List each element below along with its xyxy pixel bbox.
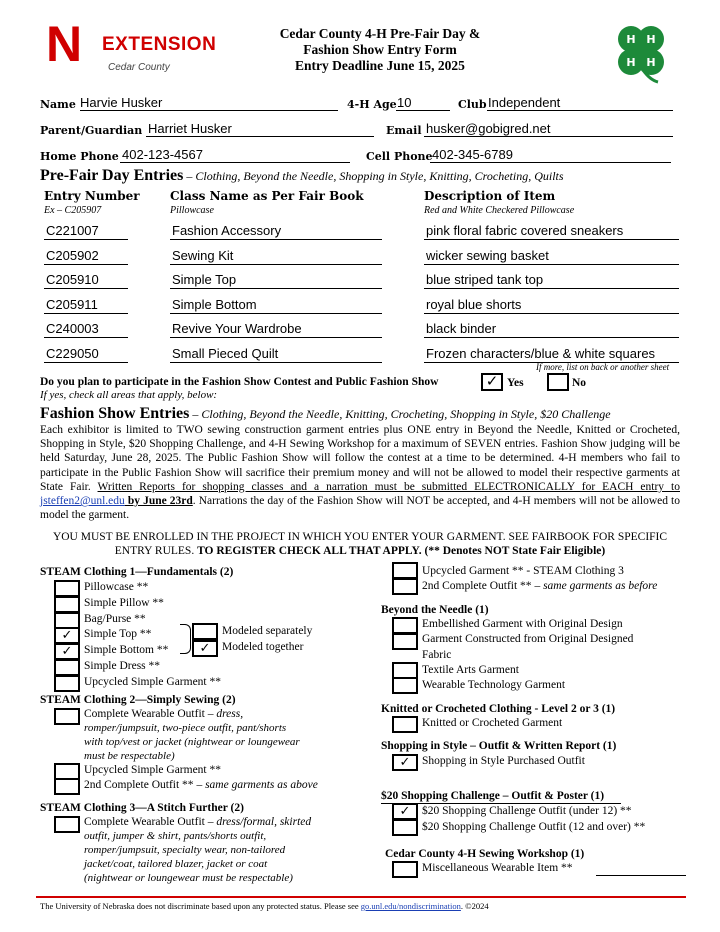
class-name-field-underline bbox=[170, 239, 382, 240]
description-field[interactable]: blue striped tank top bbox=[426, 272, 544, 288]
s1-item-label: Upcycled Simple Garment ** bbox=[84, 675, 222, 688]
modeled-together-checkbox[interactable]: ✓ bbox=[192, 640, 218, 657]
class-name-field[interactable]: Simple Bottom bbox=[172, 296, 257, 312]
footer-text: The University of Nebraska does not discriminate based upon any protected status. Please see bbox=[40, 901, 361, 911]
description-field[interactable]: Frozen characters/blue & white squares bbox=[426, 346, 656, 361]
svg-text:H: H bbox=[646, 56, 656, 69]
challenge-title: $20 Shopping Challenge – Outfit & Poster (1) bbox=[381, 790, 605, 802]
description-field-underline bbox=[424, 337, 679, 338]
footer-rule bbox=[36, 896, 686, 898]
challenge-under12-checkbox[interactable]: ✓ bbox=[392, 803, 418, 820]
class-name-field[interactable]: Revive Your Wardrobe bbox=[172, 321, 302, 337]
entry-number-field-underline bbox=[44, 313, 128, 314]
description-field-underline bbox=[424, 239, 679, 240]
s1-item-checkbox[interactable] bbox=[54, 659, 80, 676]
r2-text: 2nd Complete Outfit ** bbox=[422, 580, 532, 592]
contact-email-link[interactable]: jsteffen2@unl.edu bbox=[40, 495, 125, 508]
modeled-separately-label: Modeled separately bbox=[222, 625, 313, 637]
name-field[interactable]: Harvie Husker bbox=[80, 95, 163, 110]
upcycled-garment-s3-label: Upcycled Garment ** - STEAM Clothing 3 bbox=[422, 565, 624, 577]
rules-text-end: . Narrations the day of the Fashion Show will NOT be accepted, and 4-H members will not be allowed to model the garment. bbox=[40, 495, 680, 522]
age-field[interactable]: 10 bbox=[397, 95, 412, 110]
plan-question: Do you plan to participate in the Fashion Show Contest and Public Fashion Show bbox=[40, 376, 439, 388]
s2-complete-outfit-checkbox[interactable] bbox=[54, 708, 80, 725]
s2-item1-desc-2: romper/jumpsuit, two-piece outfit, pant/shorts bbox=[84, 722, 287, 734]
home-phone-field[interactable]: 402-123-4567 bbox=[122, 147, 203, 162]
wearable-tech-checkbox[interactable] bbox=[392, 677, 418, 694]
home-phone-label: Home Phone bbox=[40, 150, 119, 163]
example-description: Red and White Checkered Pillowcase bbox=[424, 205, 575, 216]
modeled-separately-checkbox[interactable] bbox=[192, 623, 218, 640]
s1-item-checkbox[interactable]: ✓ bbox=[54, 643, 80, 660]
r2-desc: – same garments as before bbox=[531, 580, 658, 592]
yes-checkbox[interactable]: ✓ bbox=[481, 373, 503, 391]
s3-item1-text: Complete Wearable Outfit bbox=[84, 816, 205, 828]
description-field-underline bbox=[424, 288, 679, 289]
svg-text:H: H bbox=[626, 56, 636, 69]
s1-item-checkbox[interactable] bbox=[54, 580, 80, 597]
footer-copyright: . ©2024 bbox=[460, 901, 489, 911]
club-label: Club bbox=[458, 98, 487, 111]
s1-item-label: Simple Pillow ** bbox=[84, 596, 164, 609]
age-label: 4-H Age bbox=[347, 98, 397, 111]
class-name-field-underline bbox=[170, 288, 382, 289]
example-entry: Ex – C205907 bbox=[44, 205, 102, 216]
notice-line-2: ENTRY RULES. bbox=[114, 545, 198, 557]
original-fabric-checkbox[interactable] bbox=[392, 633, 418, 650]
email-label: Email bbox=[386, 124, 422, 137]
class-name-field[interactable]: Simple Top bbox=[172, 272, 237, 288]
class-name-field-underline bbox=[170, 337, 382, 338]
entry-number-field[interactable]: C240003 bbox=[46, 321, 99, 337]
county-wordmark: Cedar County bbox=[108, 62, 170, 73]
workshop-checkbox[interactable] bbox=[392, 861, 418, 878]
wearable-tech-label: Wearable Technology Garment bbox=[422, 679, 566, 691]
example-class: Pillowcase bbox=[170, 205, 214, 216]
workshop-label: Miscellaneous Wearable Item ** bbox=[422, 862, 573, 874]
entry-number-field-underline bbox=[44, 239, 128, 240]
s2-item1-desc-3: with top/vest or jacket (nightwear or loungewear bbox=[84, 736, 300, 748]
4h-clover-icon bbox=[610, 22, 672, 84]
class-name-field-underline bbox=[170, 313, 382, 314]
form-title bbox=[230, 26, 530, 74]
second-outfit-s3-checkbox[interactable] bbox=[392, 578, 418, 595]
title-line-1: Cedar County 4-H Pre-Fair Day & bbox=[279, 26, 481, 41]
steam2-title: STEAM Clothing 2—Simply Sewing (2) bbox=[40, 694, 236, 706]
s3-complete-outfit-checkbox[interactable] bbox=[54, 816, 80, 833]
shopping-style-checkbox[interactable]: ✓ bbox=[392, 754, 418, 771]
knitted-title: Knitted or Crocheted Clothing - Level 2 or 3 (1) bbox=[381, 703, 616, 715]
modeled-together-label: Modeled together bbox=[222, 641, 304, 653]
fashion-rules-paragraph bbox=[40, 423, 680, 522]
description-field[interactable]: royal blue shorts bbox=[426, 296, 522, 312]
description-field[interactable]: pink floral fabric covered sneakers bbox=[426, 223, 624, 238]
deadline-line: Entry Deadline June 15, 2025 bbox=[295, 58, 465, 73]
col-class-name: Class Name as Per Fair Book bbox=[170, 189, 364, 203]
fashion-heading bbox=[40, 405, 611, 423]
s2-complete-outfit-label bbox=[84, 708, 243, 720]
svg-text:H: H bbox=[646, 33, 656, 46]
s1-item-label: Simple Top ** bbox=[84, 628, 152, 641]
col-entry-number: Entry Number bbox=[44, 189, 140, 203]
s1-item-checkbox[interactable] bbox=[54, 612, 80, 629]
class-name-field[interactable]: Small Pieced Quilt bbox=[172, 346, 279, 361]
prefair-title: Pre-Fair Day Entries bbox=[40, 167, 184, 184]
textile-arts-label: Textile Arts Garment bbox=[422, 664, 519, 676]
parent-field[interactable]: Harriet Husker bbox=[148, 121, 232, 136]
description-field[interactable]: wicker sewing basket bbox=[426, 247, 549, 263]
shopping-style-label: Shopping in Style Purchased Outfit bbox=[422, 755, 585, 767]
original-fabric-label-2: Fabric bbox=[422, 649, 452, 661]
workshop-item-line[interactable] bbox=[596, 875, 686, 876]
s2-item3-desc: – same garments as above bbox=[193, 779, 318, 791]
enrollment-notice bbox=[40, 530, 680, 558]
s1-item-label: Pillowcase ** bbox=[84, 581, 149, 593]
extension-wordmark: EXTENSION bbox=[102, 34, 217, 55]
steam1-title: STEAM Clothing 1—Fundamentals (2) bbox=[40, 566, 234, 578]
s1-item-label: Simple Dress ** bbox=[84, 660, 161, 672]
entry-number-field[interactable]: C205902 bbox=[46, 247, 99, 263]
col-description: Description of Item bbox=[424, 189, 556, 203]
entry-number-field[interactable]: C205910 bbox=[46, 272, 99, 288]
fashion-subtitle: – Clothing, Beyond the Needle, Knitting, Crocheting, Shopping in Style, $20 Challenge bbox=[189, 407, 611, 421]
description-field[interactable]: black binder bbox=[426, 321, 497, 337]
club-field[interactable]: Independent bbox=[488, 95, 561, 110]
rules-due-date: by June 23rd bbox=[124, 495, 193, 508]
challenge-under12-label: $20 Shopping Challenge Outfit (under 12) ** bbox=[422, 805, 632, 817]
bracket bbox=[180, 624, 191, 654]
s3-complete-outfit-label bbox=[84, 816, 311, 828]
description-field-underline bbox=[424, 264, 679, 265]
description-field-underline bbox=[424, 313, 679, 314]
svg-text:H: H bbox=[626, 33, 636, 46]
cell-phone-label: Cell Phone bbox=[366, 150, 433, 163]
email-field[interactable]: husker@gobigred.net bbox=[426, 121, 551, 136]
s3-item1-desc-5: (nightwear or loungewear must be respectable) bbox=[84, 872, 293, 884]
entry-number-field-underline bbox=[44, 264, 128, 265]
extension-logo bbox=[40, 16, 217, 82]
register-instruction: TO REGISTER CHECK ALL THAT APPLY. (** Denotes NOT State Fair Eligible) bbox=[197, 545, 606, 557]
knitted-label: Knitted or Crocheted Garment bbox=[422, 717, 563, 729]
prefair-subtitle: – Clothing, Beyond the Needle, Shopping in Style, Knitting, Crocheting, Quilts bbox=[183, 169, 564, 183]
s1-item-checkbox[interactable]: ✓ bbox=[54, 627, 80, 644]
rules-narration-text: Written Reports for shopping classes and a narration must be submitted ELECTRONICALLY for EACH entry to bbox=[97, 480, 680, 493]
nondiscrimination-link[interactable]: go.unl.edu/nondiscrimination bbox=[360, 901, 461, 911]
s3-item1-desc-3: romper/jumpsuit, specialty wear, non-tailored bbox=[84, 844, 286, 856]
embellished-label: Embellished Garment with Original Design bbox=[422, 618, 623, 630]
original-fabric-label: Garment Constructed from Original Designed bbox=[422, 633, 634, 645]
s2-item1-desc: – dress, bbox=[204, 708, 244, 720]
upcycled-garment-s3-checkbox[interactable] bbox=[392, 562, 418, 579]
s3-item1-desc-2: outfit, jumper & shirt, pants/shorts outfit, bbox=[84, 830, 267, 842]
s1-item-checkbox[interactable] bbox=[54, 675, 80, 692]
entry-number-field-underline bbox=[44, 288, 128, 289]
workshop-title: Cedar County 4-H Sewing Workshop (1) bbox=[385, 848, 585, 860]
nebraska-n-logo: N bbox=[46, 16, 83, 72]
entry-number-field[interactable]: C229050 bbox=[46, 346, 99, 361]
s2-second-outfit-checkbox[interactable] bbox=[54, 778, 80, 795]
challenge-12over-checkbox[interactable] bbox=[392, 819, 418, 836]
fashion-title: Fashion Show Entries bbox=[40, 405, 190, 422]
s3-item1-desc: – dress/formal, skirted bbox=[204, 816, 312, 828]
footer-notice bbox=[40, 901, 489, 911]
s2-item1-desc-4: must be respectable) bbox=[84, 750, 175, 762]
challenge-12over-label: $20 Shopping Challenge Outfit (12 and over) ** bbox=[422, 821, 646, 833]
no-label: No bbox=[572, 377, 587, 389]
embellished-checkbox[interactable] bbox=[392, 617, 418, 634]
class-name-field-underline bbox=[170, 264, 382, 265]
s2-upcycled-label: Upcycled Simple Garment ** bbox=[84, 764, 222, 776]
s1-item-label: Simple Bottom ** bbox=[84, 644, 169, 657]
entry-number-field-underline bbox=[44, 337, 128, 338]
shopping-style-title: Shopping in Style – Outfit & Written Report (1) bbox=[381, 740, 617, 752]
more-entries-note: If more, list on back or another sheet bbox=[536, 362, 670, 372]
s2-second-outfit-label bbox=[84, 779, 318, 791]
beyond-needle-title: Beyond the Needle (1) bbox=[381, 604, 489, 616]
title-line-2: Fashion Show Entry Form bbox=[303, 42, 457, 57]
entry-number-field[interactable]: C205911 bbox=[46, 296, 98, 312]
cell-phone-field[interactable]: 402-345-6789 bbox=[432, 147, 513, 162]
plan-note: If yes, check all areas that apply, below: bbox=[40, 389, 218, 401]
knitted-checkbox[interactable] bbox=[392, 716, 418, 733]
name-label: Name bbox=[40, 98, 76, 111]
second-outfit-s3-label bbox=[422, 580, 657, 592]
class-name-field[interactable]: Sewing Kit bbox=[172, 247, 234, 263]
prefair-heading bbox=[40, 167, 564, 185]
entry-number-field[interactable]: C221007 bbox=[46, 223, 99, 238]
notice-line-1: YOU MUST BE ENROLLED IN THE PROJECT IN WHICH YOU ENTER YOUR GARMENT. SEE FAIRBOOK FOR SPECIFIC bbox=[52, 531, 668, 543]
entry-number-field-underline bbox=[44, 362, 128, 363]
parent-label: Parent/Guardian bbox=[40, 124, 143, 137]
s2-item3-text: 2nd Complete Outfit ** bbox=[84, 779, 194, 791]
class-name-field-underline bbox=[170, 362, 382, 363]
class-name-field[interactable]: Fashion Accessory bbox=[172, 223, 282, 238]
s2-item1-text: Complete Wearable Outfit bbox=[84, 708, 205, 720]
steam3-title: STEAM Clothing 3—A Stitch Further (2) bbox=[40, 802, 244, 814]
yes-label: Yes bbox=[507, 377, 524, 389]
no-checkbox[interactable] bbox=[547, 373, 569, 391]
s1-item-label: Bag/Purse ** bbox=[84, 612, 146, 625]
rules-text: Each exhibitor is limited to TWO sewing construction garment entries plus ONE entry in Beyond the Needle, Knitted or Crocheted, Shopping in Style, $20 Shopping Challenge, and 4-H Sewing Workshop for a maximum of SEVEN entries. Fashion Show judging will be held Saturday, June 28, 2025. The Public Fashion Show will follow the contest at a time to be determined. 4-H members who fail to participate in the Public Fashion Show will sacrifice their premium money and will not be allowed to model their respective garments at State Fair. bbox=[40, 424, 680, 493]
s3-item1-desc-4: jacket/coat, tailored blazer, jacket or coat bbox=[84, 858, 268, 870]
s1-item-checkbox[interactable] bbox=[54, 596, 80, 613]
